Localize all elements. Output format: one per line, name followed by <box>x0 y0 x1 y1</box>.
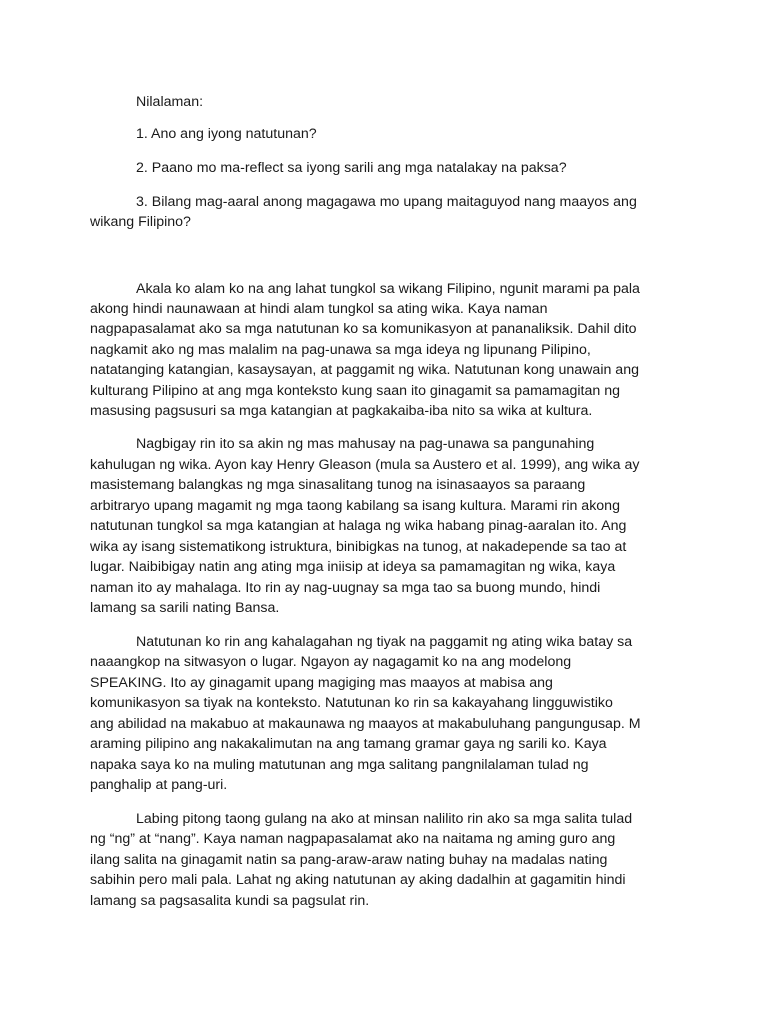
paragraph-line: masistemang balangkas ng mga sinasalitang tunog na isinasaayos sa paraang <box>90 477 586 493</box>
paragraph-line: masusing pagsusuri sa mga katangian at pagkakaiba-iba nito sa wika at kultura. <box>90 403 593 419</box>
paragraph-line: ng “ng” at “nang”. Kaya naman nagpapasalamat ako na naitama ng aming guro ang <box>90 831 616 847</box>
paragraph-line: naaangkop na sitwasyon o lugar. Ngayon ay nagagamit ko na ang modelong <box>90 654 572 670</box>
paragraph-line: akong hindi naunawaan at hindi alam tungkol sa ating wika. Kaya naman <box>90 301 548 317</box>
paragraph-line: kulturang Pilipino at ang mga konteksto kung saan ito ginagamit sa pamamagitan ng <box>90 383 620 399</box>
paragraph-line: natatanging katangian, kasaysayan, at paggamit ng wika. Natutunan kong unawain ang <box>90 362 639 378</box>
question-1: 1. Ano ang iyong natutunan? <box>136 126 317 142</box>
paragraph-line: wika ay isang sistematikong istruktura, binibigkas na tunog, at nakadepende sa tao at <box>90 539 627 555</box>
question-3: 3. Bilang mag-aaral anong magagawa mo upang maitaguyod nang maayos ang <box>136 194 637 210</box>
paragraph-line: Nagbigay rin ito sa akin ng mas mahusay na pag-unawa sa pangunahing <box>136 436 595 452</box>
paragraph-line: komunikasyon sa tiyak na konteksto. Natutunan ko rin sa kakayahang lingguwistiko <box>90 695 613 711</box>
paragraph-line: nagpapasalamat ako sa mga natutunan ko sa komunikasyon at pananaliksik. Dahil dito <box>90 321 637 337</box>
paragraph-line: lamang sa sarili nating Bansa. <box>90 600 280 616</box>
paragraph-line: panghalip at pang-uri. <box>90 777 228 793</box>
paragraph-line: naman ito ay mahalaga. Ito rin ay nag-uugnay sa mga tao sa buong mundo, hindi <box>90 580 601 596</box>
paragraph-line: natutunan tungkol sa mga katangian at halaga ng wika habang pinag-aaralan ito. Ang <box>90 518 627 534</box>
paragraph-line: sabihin pero mali pala. Lahat ng aking natutunan ay aking dadalhin at gagamitin hindi <box>90 872 626 888</box>
paragraph-line: napaka saya ko na muling matutunan ang mga salitang pangnilalaman tulad ng <box>90 757 589 773</box>
section-heading: Nilalaman: <box>136 94 204 110</box>
paragraph-line: araming pilipino ang nakakalimutan na ang tamang gramar gaya ng sarili ko. Kaya <box>90 736 607 752</box>
paragraph-line: lamang sa pagsasalita kundi sa pagsulat rin. <box>90 893 370 909</box>
paragraph-line: nagkamit ako ng mas malalim na pag-unawa sa mga ideya ng lipunang Pilipino, <box>90 342 591 358</box>
paragraph-line: SPEAKING. Ito ay ginagamit upang magiging mas maayos at mabisa ang <box>90 675 553 691</box>
paragraph-line: Natutunan ko rin ang kahalagahan ng tiyak na paggamit ng ating wika batay sa <box>136 634 633 650</box>
paragraph-line: ang abilidad na makabuo at makaunawa ng maayos at makabuluhang pangungusap. M <box>90 716 641 732</box>
question-2: 2. Paano mo ma-reflect sa iyong sarili ang mga natalakay na paksa? <box>136 160 567 176</box>
paragraph-line: Akala ko alam ko na ang lahat tungkol sa wikang Filipino, ngunit marami pa pala <box>136 281 640 297</box>
paragraph-line: lugar. Naibibigay natin ang ating mga iniisip at ideya sa pamamagitan ng wika, kaya <box>90 559 616 575</box>
question-3-continued: wikang Filipino? <box>90 214 191 230</box>
paragraph-line: kahulugan ng wika. Ayon kay Henry Gleason (mula sa Austero et al. 1999), ang wika ay <box>90 457 640 473</box>
paragraph-line: Labing pitong taong gulang na ako at minsan nalilito rin ako sa mga salita tulad <box>136 811 633 827</box>
paragraph-line: ilang salita na ginagamit natin sa pang-araw-araw nating buhay na madalas nating <box>90 852 608 868</box>
paragraph-line: arbitraryo upang magamit ng mga taong kabilang sa isang kultura. Marami rin akong <box>90 498 620 514</box>
